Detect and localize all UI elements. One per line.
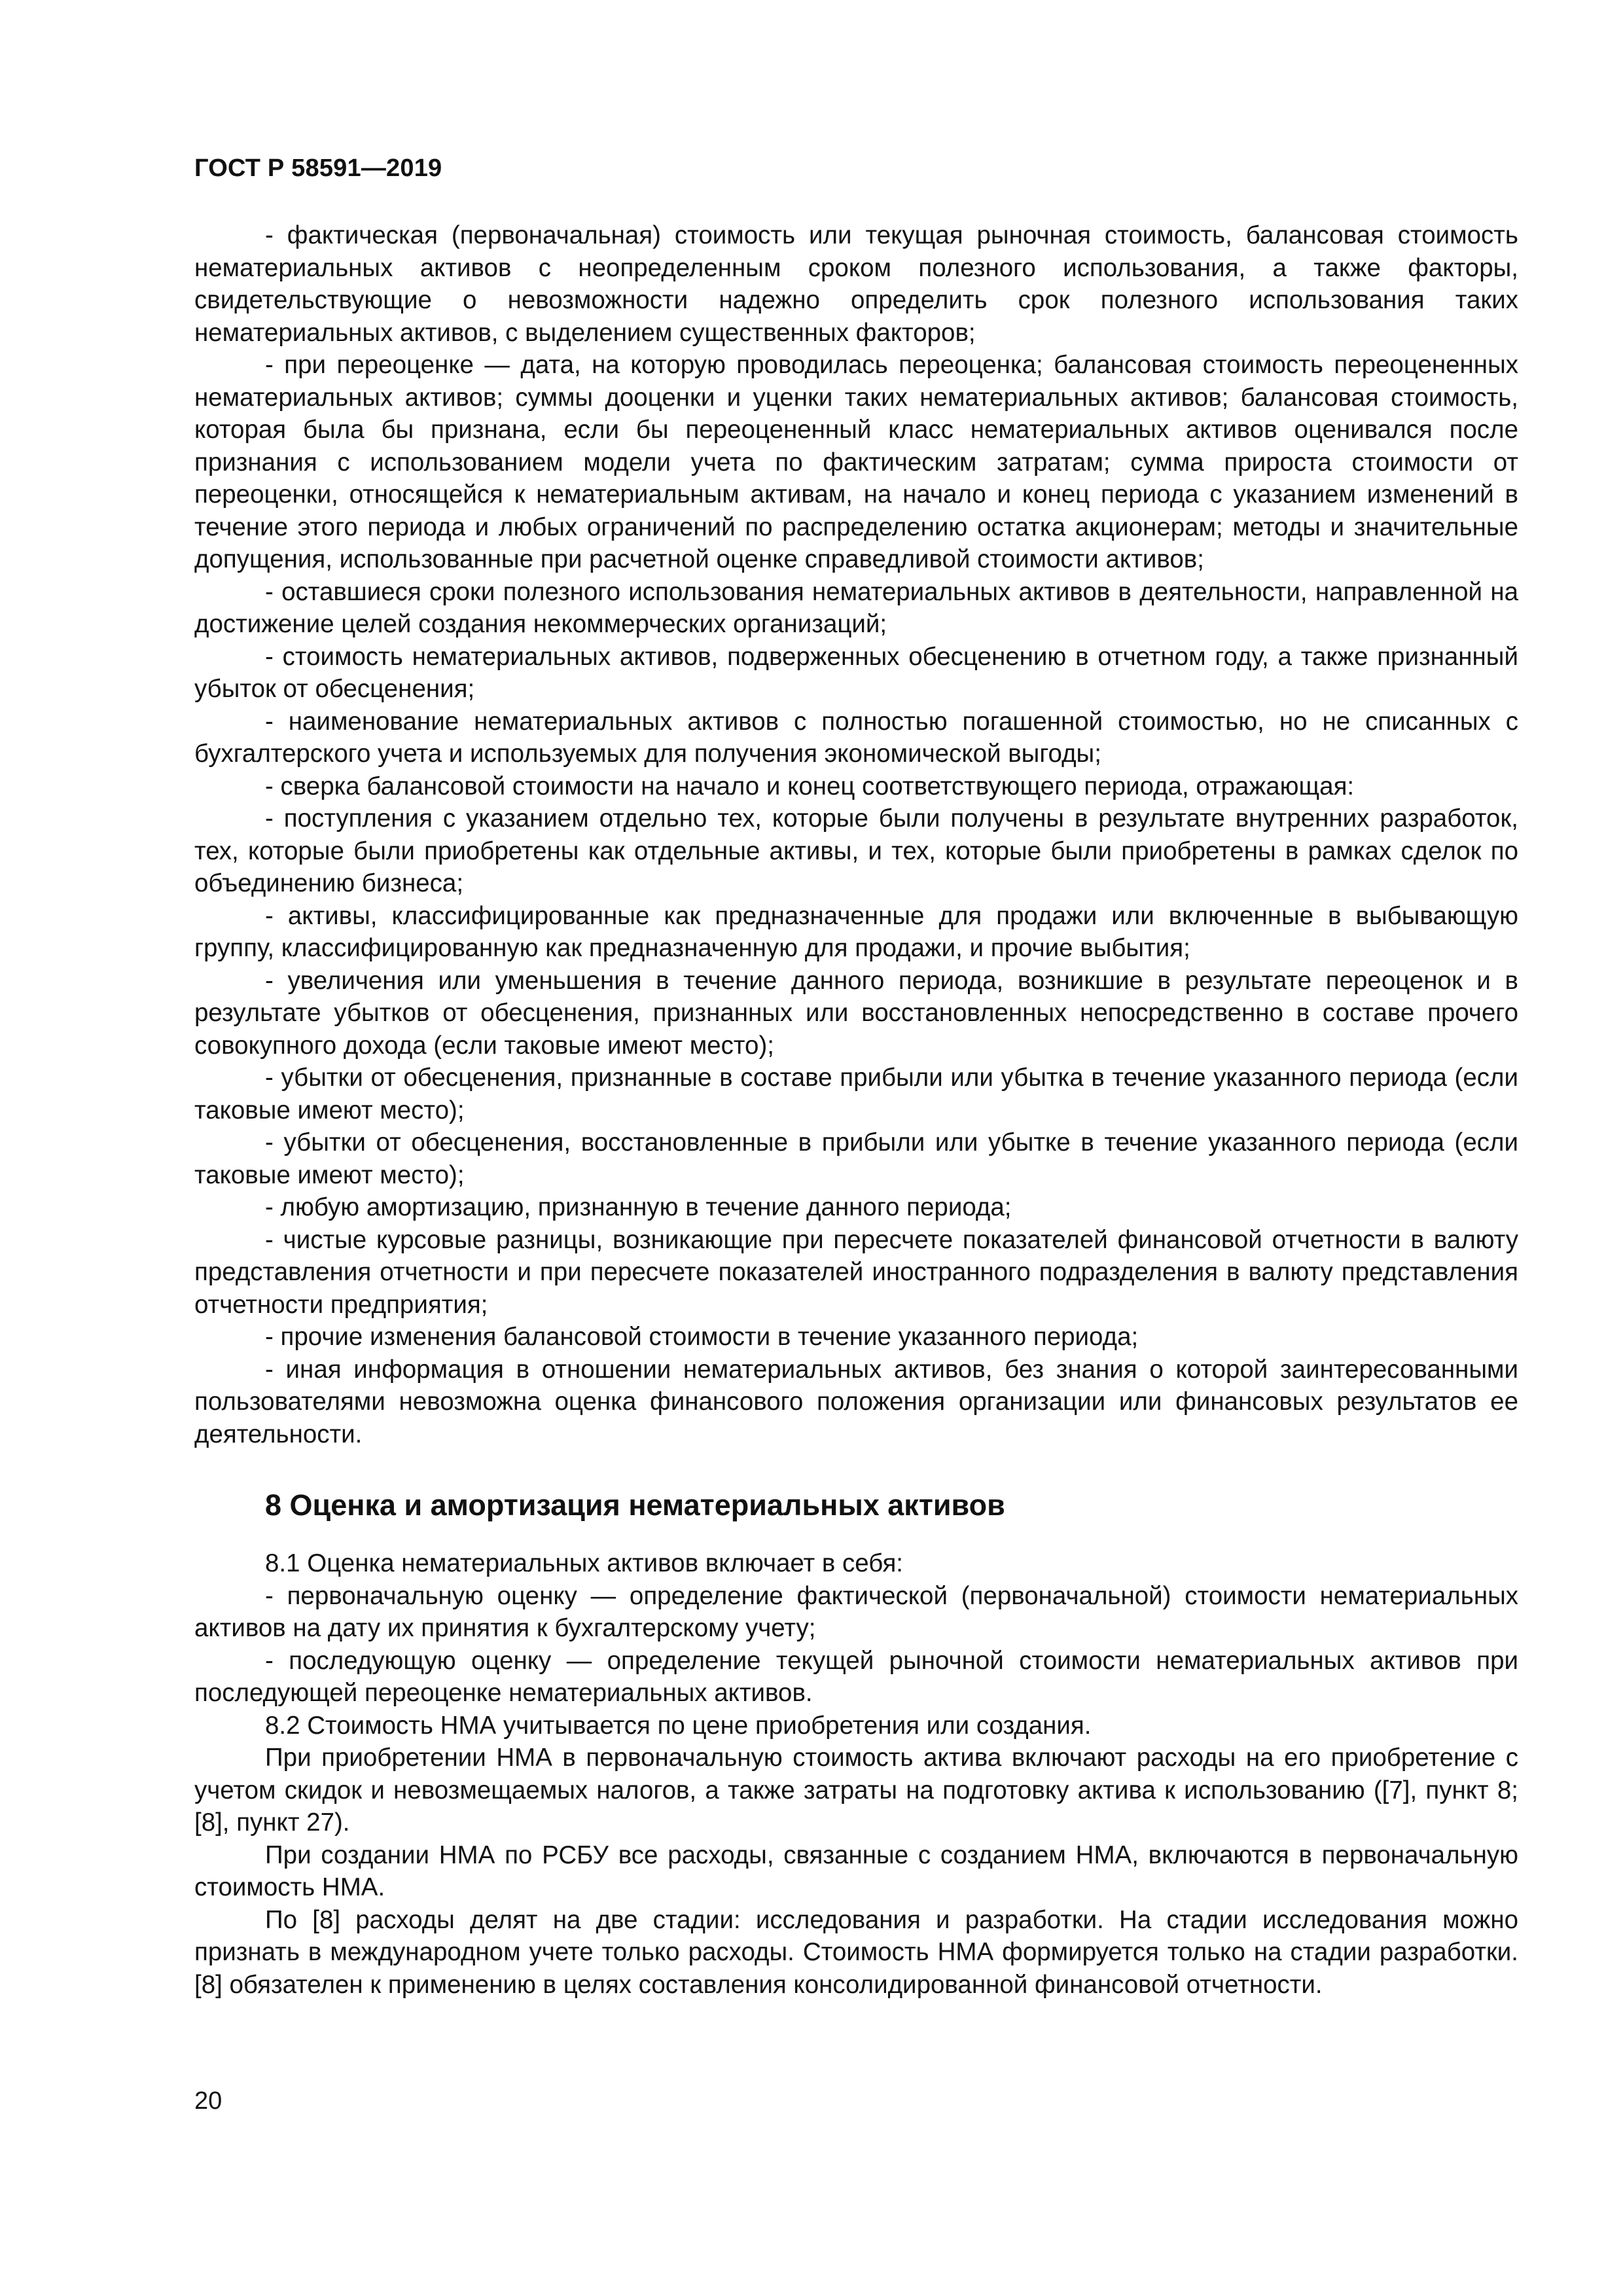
section-8-body <box>194 1547 1518 2001</box>
list-item: - прочие изменения балансовой стоимости в течение указанного периода; <box>265 1323 1139 1351</box>
list-item: - иная информация в отношении нематериальных активов, без знания о которой заинтересованными пользователями невозможна оценка финансового положения организации или финансовых результатов ее деятельности. <box>194 1355 1518 1448</box>
list-item: - сверка балансовой стоимости на начало и конец соответствующего периода, отражающая: <box>265 772 1355 800</box>
document-header: ГОСТ Р 58591—2019 <box>194 154 442 182</box>
list-item: - фактическая (первоначальная) стоимость или текущая рыночная стоимость, балансовая стоимость нематериальных активов с неопределенным сроком полезного использования, а также факторы, свидетельствующие о невозможности надежно определить срок полезного использования таких нематериальных активов, с выделением существенных факторов; <box>194 221 1518 347</box>
page-number: 20 <box>194 2087 223 2115</box>
list-item: - чистые курсовые разницы, возникающие при пересчете показателей финансовой отчетности в валюту представления отчетности и при пересчете показателей иностранного подразделения в валюту представления отчетности предприятия; <box>194 1225 1518 1319</box>
list-item: - при переоценке — дата, на которую проводилась переоценка; балансовая стоимость переоцененных нематериальных активов; суммы дооценки и уценки таких нематериальных активов; балансовая стоимость, которая была бы признана, если бы переоцененный класс нематериальных активов оценивался после признания с использованием модели учета по фактическим затратам; сумма прироста стоимости от переоценки, относящейся к нематериальным активам, на начало и конец периода с указанием изменений в течение этого периода и любых ограничений по распределению остатка акционерам; методы и значительные допущения, использованные при расчетной оценке справедливой стоимости активов; <box>194 351 1518 573</box>
paragraph: По [8] расходы делят на две стадии: исследования и разработки. На стадии исследования можно признать в международном учете только расходы. Стоимость НМА формируется только на стадии разработки. [8] обязателен к применению в целях составления консолидированной финансовой отчетности. <box>194 1905 1518 1999</box>
list-item: - любую амортизацию, признанную в течение данного периода; <box>265 1193 1012 1221</box>
paragraph: - первоначальную оценку — определение фактической (первоначальной) стоимости нематериальных активов на дату их принятия к бухгалтерскому учету; <box>194 1581 1518 1642</box>
paragraph: При приобретении НМА в первоначальную стоимость актива включают расходы на его приобретение с учетом скидок и невозмещаемых налогов, а также затраты на подготовку актива к использованию ([7], пункт 8; [8], пункт 27). <box>194 1744 1518 1837</box>
list-item: - убытки от обесценения, признанные в составе прибыли или убытка в течение указанного периода (если таковые имеют место); <box>194 1064 1518 1124</box>
list-item: - оставшиеся сроки полезного использования нематериальных активов в деятельности, направленной на достижение целей создания некоммерческих организаций; <box>194 577 1518 638</box>
paragraph: При создании НМА по РСБУ все расходы, связанные с созданием НМА, включаются в первоначальную стоимость НМА. <box>194 1840 1518 1901</box>
list-item: - активы, классифицированные как предназначенные для продажи или включенные в выбывающую группу, классифицированную как предназначенную для продажи, и прочие выбытия; <box>194 901 1518 962</box>
disclosure-list <box>194 219 1518 1450</box>
list-item: - наименование нематериальных активов с полностью погашенной стоимостью, но не списанных с бухгалтерского учета и используемых для получения экономической выгоды; <box>194 707 1518 768</box>
list-item: - увеличения или уменьшения в течение данного периода, возникшие в результате переоценок и в результате убытков от обесценения, признанных или восстановленных непосредственно в составе прочего совокупного дохода (если таковые имеют место); <box>194 966 1518 1060</box>
document-body <box>194 219 1518 2001</box>
list-item: - убытки от обесценения, восстановленные в прибыли или убытке в течение указанного периода (если таковые имеют место); <box>194 1128 1518 1189</box>
clause-8-1: 8.1 Оценка нематериальных активов включает в себя: <box>265 1549 904 1577</box>
list-item: - поступления с указанием отдельно тех, которые были получены в результате внутренних разработок, тех, которые были приобретены как отдельные активы, и тех, которые были приобретены в рамках сделок по объединению бизнеса; <box>194 804 1518 897</box>
section-heading: 8 Оценка и амортизация нематериальных активов <box>265 1488 1005 1522</box>
list-item: - стоимость нематериальных активов, подверженных обесценению в отчетном году, а также признанный убыток от обесценения; <box>194 642 1518 703</box>
clause-8-2: 8.2 Стоимость НМА учитывается по цене приобретения или создания. <box>265 1711 1092 1740</box>
paragraph: - последующую оценку — определение текущей рыночной стоимости нематериальных активов при последующей переоценке нематериальных активов. <box>194 1646 1518 1707</box>
